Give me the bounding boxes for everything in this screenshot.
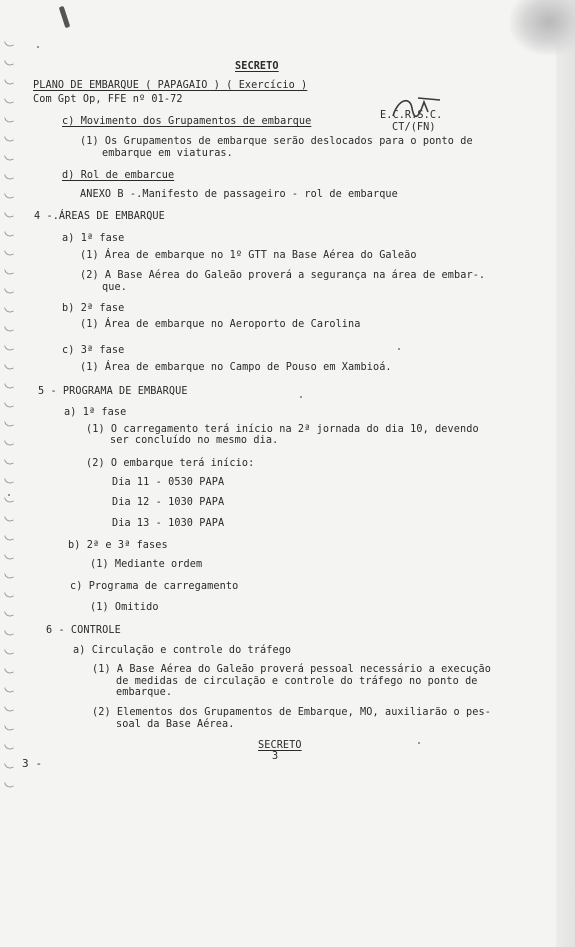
s5-a2-day2: Dia 12 - 1030 PAPA [112,497,225,508]
binding-hole-mark [4,286,14,295]
c1-line1: (1) Os Grupamentos de embarque serão deslocados para o ponto de [80,136,473,147]
binding-hole-mark [4,761,14,770]
s5-a1-line2: ser concluído no mesmo dia. [110,435,279,446]
binding-hole-mark [4,58,14,67]
page-edge-shadow [556,0,575,947]
binding-hole-mark [4,77,14,86]
binding-hole-mark [4,153,14,162]
binding-hole-mark [4,495,14,504]
c1-line2: embarque em viaturas. [102,148,233,159]
binding-hole-mark [4,191,14,200]
s4-a1: (1) Área de embarque no 1º GTT na Base Aérea do Galeão [80,250,417,261]
binding-hole-mark [4,685,14,694]
binding-hole-mark [4,324,14,333]
classification-top: SECRETO [235,61,279,72]
binding-hole-mark [4,666,14,675]
binding-hole-mark [4,438,14,447]
section-4-title: 4 -.ÁREAS DE EMBARQUE [34,211,165,222]
s6-a2-line1: (2) Elementos dos Grupamentos de Embarque, MO, auxiliarão o pes- [92,707,491,718]
binding-hole-mark [4,647,14,656]
margin-page-number: 3 - [22,757,43,770]
binding-hole-mark [4,476,14,485]
s6-a1-line2: de medidas de circulação e controle do tráfego no ponto de [116,676,478,687]
stamp-org: E.C.R.S.C. [380,110,443,121]
binding-hole-mark [4,628,14,637]
binding-hole-mark [4,609,14,618]
signature-scribble [388,94,448,122]
plan-reference: Com Gpt Op, FFE nº 01-72 [33,94,183,105]
corner-smudge [510,0,575,55]
speck [398,348,400,350]
section-5-title: 5 - PROGRAMA DE EMBARQUE [38,386,188,397]
s5-a: a) 1ª fase [64,407,127,418]
binding-hole-mark [4,210,14,219]
s4-a: a) 1ª fase [62,233,125,244]
s4-c1: (1) Área de embarque no Campo de Pouso em Xambioá. [80,362,392,373]
binding-hole-mark [4,248,14,257]
page-number: 3 [272,751,279,762]
binding-hole-mark [4,780,14,789]
section-6-title: 6 - CONTROLE [46,625,121,636]
binding-hole-mark [4,590,14,599]
plan-title-text: PLANO DE EMBARQUE ( PAPAGAIO ) ( Exercício ) [33,80,308,91]
s5-a2-day1: Dia 11 - 0530 PAPA [112,477,225,488]
speck [300,396,302,398]
binding-hole-mark [4,571,14,580]
plan-title [33,80,307,92]
binding-hole-mark [4,704,14,713]
binding-hole-mark [4,229,14,238]
binding-hole-mark [4,514,14,523]
s4-b: b) 2ª fase [62,303,125,314]
binding-hole-mark [4,552,14,561]
section-d-title: d) Rol de embarcue [62,170,175,181]
binding-hole-mark [4,172,14,181]
binding-hole-mark [4,96,14,105]
s4-a2-line2: que. [102,282,127,293]
speck [418,742,420,744]
s5-a2: (2) O embarque terá início: [86,458,255,469]
binding-hole-mark [4,267,14,276]
s6-a2-line2: soal da Base Aérea. [116,719,235,730]
binding-hole-mark [4,39,14,48]
s6-a1-line3: embarque. [116,687,173,698]
classification-bottom: SECRETO [258,740,302,751]
binding-hole-mark [4,457,14,466]
s4-b1: (1) Área de embarque no Aeroporto de Carolina [80,319,361,330]
binding-hole-mark [4,362,14,371]
binding-hole-mark [4,723,14,732]
s5-a2-day3: Dia 13 - 1030 PAPA [112,518,225,529]
binding-hole-mark [4,419,14,428]
s4-a2-line1: (2) A Base Aérea do Galeão proverá a segurança na área de embar-. [80,270,486,281]
binding-hole-mark [4,742,14,751]
speck [37,46,39,48]
binding-hole-mark [4,115,14,124]
speck [8,494,10,496]
staple-mark [59,6,71,28]
binding-hole-mark [4,134,14,143]
stamp-sub: CT/(FN) [392,122,436,133]
s4-c: c) 3ª fase [62,345,125,356]
s5-c: c) Programa de carregamento [70,581,239,592]
binding-hole-mark [4,400,14,409]
s5-a1-line1: (1) O carregamento terá início na 2ª jornada do dia 10, devendo [86,424,479,435]
binding-hole-mark [4,381,14,390]
s5-c1: (1) Omitido [90,602,159,613]
binding-hole-mark [4,305,14,314]
s6-a: a) Circulação e controle do tráfego [73,645,292,656]
s5-b1: (1) Mediante ordem [90,559,203,570]
s5-b: b) 2ª e 3ª fases [68,540,168,551]
binding-hole-mark [4,533,14,542]
s6-a1-line1: (1) A Base Aérea do Galeão proverá pessoal necessário a execução [92,664,491,675]
d-text: ANEXO B -.Manifesto de passageiro - rol de embarque [80,189,398,200]
binding-hole-mark [4,343,14,352]
section-c-title: c) Movimento dos Grupamentos de embarque [62,116,312,127]
